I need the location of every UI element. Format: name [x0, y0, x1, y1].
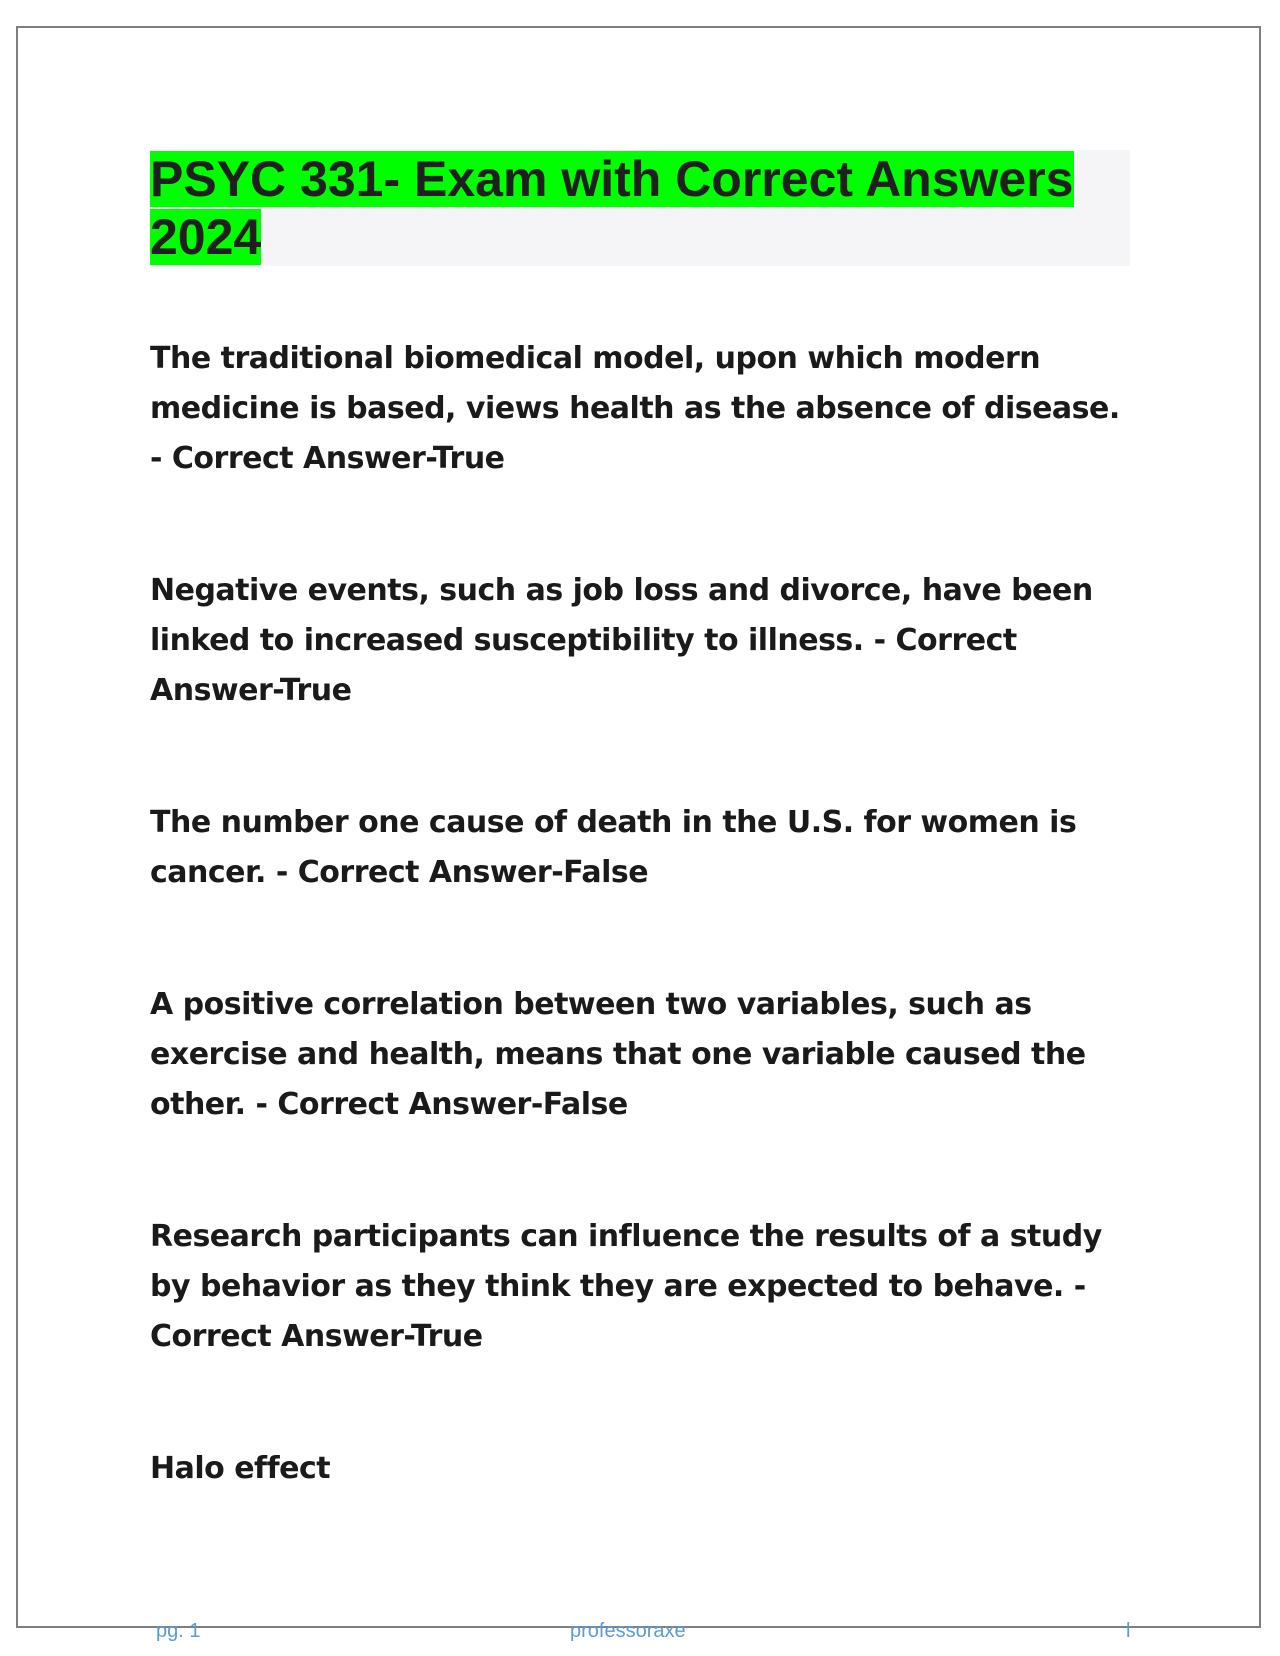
- footer-right-mark: l: [1126, 1620, 1131, 1642]
- question-item: A positive correlation between two variables, such as exercise and health, means that one variable caused the other. - Correct Answer-False: [150, 987, 1086, 1122]
- question-item: Halo effect: [150, 1451, 331, 1486]
- question-item: The traditional biomedical model, upon which modern medicine is based, views health as the absence of disease. - Correct Answer-True: [150, 341, 1120, 476]
- title-block: [150, 150, 1130, 266]
- document-title: [150, 150, 1130, 266]
- title-highlight: PSYC 331- Exam with Correct Answers 2024: [150, 151, 1074, 265]
- question-list: [150, 334, 1130, 1494]
- page-number: pg. 1: [156, 1620, 201, 1642]
- question-item: The number one cause of death in the U.S. for women is cancer. - Correct Answer-False: [150, 805, 1077, 890]
- question-item: Research participants can influence the results of a study by behavior as they think they are expected to behave. - Correct Answer-True: [150, 1219, 1102, 1354]
- footer-author: professoraxe: [570, 1620, 686, 1642]
- question-item: Negative events, such as job loss and divorce, have been linked to increased susceptibility to illness. - Correct Answer-True: [150, 573, 1093, 708]
- page-footer: [0, 1620, 1280, 1650]
